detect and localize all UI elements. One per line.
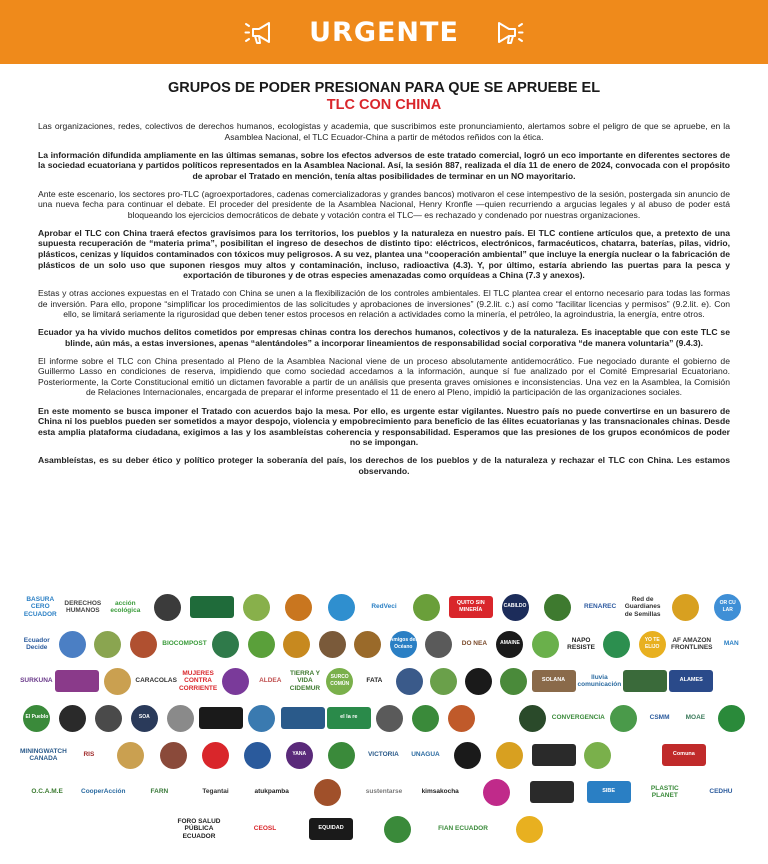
organization-logo: [219, 666, 252, 696]
logo-label: FATA: [366, 677, 383, 685]
organization-logo: [188, 777, 242, 807]
logo-mark: [248, 705, 275, 732]
organization-logo: [179, 666, 217, 696]
organization-logo: [707, 592, 748, 622]
organization-logo: [564, 629, 598, 659]
logo-row: [20, 738, 748, 772]
organization-logo: [413, 777, 467, 807]
organization-logo: [578, 740, 618, 770]
logo-mark: [59, 705, 86, 732]
organization-logo: [406, 592, 447, 622]
logo-mark: [160, 742, 187, 769]
statement-body: [38, 121, 730, 484]
organization-logo: [500, 814, 558, 844]
organization-logo: [662, 740, 706, 770]
organization-logo: [244, 629, 278, 659]
organization-logo: [607, 703, 641, 733]
organization-logo: [357, 777, 411, 807]
logo-label: atukpamba: [254, 788, 289, 796]
logo-label: DERECHOS HUMANOS: [64, 599, 102, 614]
logo-mark: [314, 779, 341, 806]
logo-label: QUITO SIN MINERÍA: [456, 599, 485, 613]
organization-logo: [76, 777, 130, 807]
organization-logo: [665, 592, 706, 622]
organization-logo: [635, 629, 669, 659]
organization-logo: [55, 666, 99, 696]
organization-logo: [373, 703, 407, 733]
logo-label: SOLANA: [541, 677, 566, 684]
statement-paragraph: Ecuador ya ha vivido muchos delitos cometidos por empresas chinas contra los derechos humanos, colectivos y de la naturaleza. Es inaceptable que con este TLC se blinde, aún más, a estas inversiones, apenas “alentándoles” a incorporar lineamientos de responsabilidad social corporativa “de manera voluntaria” (9.4.3).: [38, 327, 730, 348]
logo-label: sustentarse: [365, 788, 403, 796]
logo-label: SIBE: [602, 788, 616, 795]
logo-label: BIOCOMPOST: [162, 640, 207, 648]
organization-logo: [91, 629, 125, 659]
statement-paragraph: En este momento se busca imponer el Tratado con acuerdos bajo la mesa. Por ello, es urgente estar vigilantes. Nuestro país no puede convertirse en un basurero de China ni los pueblos pueden ser sometidos a mayor despojo, violencia y empobrecimiento para beneficio de las élites ecuatorianas y las transnacionales chinas. Desde esta amplia plataforma ciudadana, exigimos a las y los asambleístas coherencia y responsabilidad. Esperamos que las presiones de los grupos económicos de poder no se impongan.: [38, 405, 730, 448]
logo-mark: [587, 781, 631, 803]
logo-label: DO NEA: [461, 640, 488, 648]
logo-mark: [412, 705, 439, 732]
logo-label: FIAN ECUADOR: [438, 825, 488, 833]
logo-mark: [354, 631, 381, 658]
organization-logo: [289, 666, 322, 696]
logo-label: MUJERES CONTRA CORRIENTE: [178, 669, 218, 692]
logo-label: CONVERGENCIA: [551, 714, 605, 722]
organization-logo: [279, 592, 320, 622]
organization-logo: [532, 740, 576, 770]
logo-mark: [281, 707, 325, 729]
logo-label: SURKUNA: [20, 677, 53, 685]
organization-logo: [364, 592, 405, 622]
organization-logo: [163, 703, 197, 733]
organization-logo: [20, 740, 67, 770]
logo-mark: [603, 631, 630, 658]
logo-mark: [286, 742, 313, 769]
logo-mark: [516, 816, 543, 843]
logo-mark: [532, 744, 576, 766]
logo-label: Red de Guardianes de Semillas: [624, 595, 661, 618]
organization-logo: [170, 814, 228, 844]
organization-logo: [582, 777, 636, 807]
organization-logo: [623, 666, 667, 696]
logo-mark: [483, 779, 510, 806]
organization-logo: [669, 666, 713, 696]
organization-logo: [199, 703, 243, 733]
logo-label: CARACOLAS: [135, 677, 177, 685]
logo-label: Ecuador Decide: [23, 636, 50, 651]
logo-mark: [55, 670, 99, 692]
logo-mark: [243, 594, 270, 621]
organization-logo: [469, 777, 523, 807]
organization-logo: [495, 592, 536, 622]
logo-label: kimsakocha: [421, 788, 459, 796]
logo-label: FORO SALUD PÚBLICA ECUADOR: [177, 817, 221, 840]
logo-mark: [319, 631, 346, 658]
logo-mark: [425, 631, 452, 658]
organization-logo: [20, 703, 54, 733]
logo-label: MININGWATCH CANADA: [20, 747, 67, 762]
banner-title: URGENTE: [309, 16, 459, 48]
organization-logo: [323, 666, 356, 696]
logo-label: MOAE: [685, 714, 706, 722]
organization-logo: [245, 703, 279, 733]
logo-label: OR CU LAR: [719, 599, 736, 613]
logo-mark: [59, 631, 86, 658]
organization-logo: [422, 629, 456, 659]
organization-logo: [92, 703, 126, 733]
logo-label: YANA: [292, 751, 307, 758]
logo-mark: [285, 594, 312, 621]
logo-row: [20, 775, 748, 809]
logo-label: CSMM: [649, 714, 670, 722]
logo-label: SURCO COMÚN: [330, 673, 350, 687]
organization-logo: [153, 740, 193, 770]
organization-logo: [386, 629, 420, 659]
organization-logo: [162, 629, 206, 659]
organization-logo: [449, 592, 493, 622]
logo-label: CEOSL: [253, 825, 277, 833]
megaphone-icon: [245, 17, 279, 47]
logo-mark: [222, 668, 249, 695]
megaphone-icon: [489, 17, 523, 47]
logo-mark: [396, 668, 423, 695]
organization-logo: [358, 666, 391, 696]
logo-label: BASURA CERO ECUADOR: [23, 595, 57, 618]
logo-label: NAPO RESISTE: [567, 636, 595, 651]
organization-logo: [321, 592, 362, 622]
logo-mark: [327, 707, 371, 729]
organization-logo: [525, 777, 579, 807]
logo-label: Amigos del Océano: [389, 636, 417, 650]
logo-label: lluvia comunicación: [577, 673, 622, 688]
headline-line-2: TLC CON CHINA: [326, 97, 442, 113]
organization-logo: [480, 703, 514, 733]
organization-logo: [301, 777, 355, 807]
organization-logo: [281, 703, 325, 733]
organization-logo: [448, 740, 488, 770]
organization-logo: [444, 703, 478, 733]
organization-logo: [101, 666, 134, 696]
logo-label: RedVeci: [371, 603, 397, 611]
headline-line-1: GRUPOS DE PODER PRESIONAN PARA QUE SE APRUEBE EL: [167, 80, 601, 96]
organization-logo: [678, 703, 712, 733]
statement-paragraph: El informe sobre el TLC con China presentado al Pleno de la Asamblea Nacional viene de un proceso absolutamente antidemocrático. Fue negociado durante el gobierno de Guillermo Lasso en condiciones de reserva, impidiendo que como sociedad accedamos a la información, aunque sí fue analizado por el Comité Empresarial Ecuatoriano. Posteriormente, la Corte Constitucional emitió un dictamen favorable a partir de un análisis que presenta graves omisiones e inconsistencias. Una vez en la Asamblea, la Comisión de Relaciones Internacionales, encargada de preparar el informe presentado el 11 de enero al Pleno, impidió la participación de las organizaciones sociales.: [38, 355, 730, 398]
organization-logo: [529, 629, 563, 659]
organization-logo: [715, 666, 748, 696]
logo-row: [20, 590, 748, 624]
logo-mark: [130, 631, 157, 658]
logo-mark: [390, 631, 417, 658]
organization-logo: [600, 629, 634, 659]
organization-logo: [434, 814, 492, 844]
organization-logo: [236, 814, 294, 844]
logo-mark: [532, 670, 576, 692]
logo-mark: [23, 705, 50, 732]
logo-mark: [662, 744, 706, 766]
logo-label: Comuna: [672, 751, 695, 758]
organization-logo: [127, 703, 161, 733]
organization-logo: [20, 629, 54, 659]
logo-mark: [384, 816, 411, 843]
organization-logo: [280, 629, 314, 659]
logo-label: CABILDO: [503, 603, 527, 610]
statement-paragraph: Estas y otras acciones expuestas en el Tratado con China se unen a la flexibilización de los controles ambientales. El TLC plantea crear el entorno necesario para todas las formas de inversión. Para ello, propone “simplificar los procedimientos de las solicitudes y aprobaciones de inversiones” (9.2.lit. c.) así como “facilitar licencias y permisos” (9.2.lit. e). Con ello, se limitará seriamente la rigurosidad que deben tener estos procesos en relación a actividades como la minería, el petróleo, la agroindustria, la energía, entre otros.: [38, 288, 730, 320]
organization-logo: [458, 629, 492, 659]
logo-mark: [413, 594, 440, 621]
logo-mark: [714, 594, 741, 621]
organization-logo: [63, 592, 104, 622]
statement-paragraph: La información difundida ampliamente en las últimas semanas, sobre los efectos adversos de este tratado comercial, logró un eco importante en diferentes sectores de la sociedad ecuatoriana y partidos políticos representados en la Asamblea Nacional. Así, la sesión 887, realizada el día 11 de enero de 2024, convocada con el propósito de aprobar el Tratado en mención, tenía altas posibilidades de terminar en un NO mayoritario.: [38, 149, 730, 181]
logo-row: [20, 812, 748, 846]
urgent-banner: [0, 0, 768, 64]
statement-paragraph: Aprobar el TLC con China traerá efectos gravísimos para los territorios, los pueblos y la naturaleza en nuestro país. El TLC contiene artículos que, a pretexto de una supuesta recuperación de “materia prima”, posibilitan el ingreso de desechos de distinto tipo: eléctricos, electrónicos, farmacéuticos, chatarra, baterías, pilas, vidrio, plásticos, cenizas y líquidos contaminados con tóxicos muy peligrosos. A su vez, plantea una “cooperación ambiental” que incluye la energía nuclear o la fabricación de plásticos de un solo uso que suponen riesgos muy altos y contaminación, incluso, radioactiva (4.3). Y, por último, estaría abriendo las puertas para la pesca y exportación de tiburones y de otras especies amenazadas como orquídeas a China (7.3 y anexos).: [38, 227, 730, 281]
logo-mark: [212, 631, 239, 658]
organization-logo: [622, 592, 663, 622]
logo-label: RENAREC: [584, 603, 617, 611]
logo-mark: [326, 668, 353, 695]
organization-logo: [393, 666, 426, 696]
organization-logo: [715, 629, 749, 659]
organization-logo: [245, 777, 299, 807]
logo-mark: [718, 705, 745, 732]
logo-row: [20, 664, 748, 698]
logo-label: AF AMAZON FRONTLINES: [670, 636, 713, 651]
logo-mark: [244, 742, 271, 769]
logo-mark: [465, 668, 492, 695]
organization-logo: [493, 629, 527, 659]
logo-mark: [544, 594, 571, 621]
organization-logo: [351, 629, 385, 659]
organization-logo: [580, 592, 621, 622]
organization-logo: [490, 740, 530, 770]
logo-label: PLASTIC PLANET: [650, 784, 679, 799]
organization-logo: [516, 703, 550, 733]
logo-label: CEDHU: [709, 788, 733, 796]
logo-label: El Pueblo: [25, 714, 49, 721]
organization-logo: [254, 666, 287, 696]
organization-logo: [148, 592, 189, 622]
logo-label: TIERRA Y VIDA CIDEMUR: [289, 669, 321, 692]
logo-mark: [167, 705, 194, 732]
organization-logo: [497, 666, 530, 696]
organization-logo: [552, 703, 605, 733]
organization-logo: [127, 629, 161, 659]
organization-logo: [132, 777, 186, 807]
organization-logo: [190, 592, 234, 622]
organization-logo: [643, 703, 677, 733]
organization-logo: [69, 740, 109, 770]
organization-logo: [105, 592, 146, 622]
organization-logo: [620, 740, 660, 770]
logo-label: ALAMES: [679, 677, 703, 684]
organization-logo: [56, 703, 90, 733]
logo-mark: [584, 742, 611, 769]
logo-mark: [202, 742, 229, 769]
logo-row: [20, 627, 748, 661]
organization-logo: [714, 703, 748, 733]
logo-label: SOA: [138, 714, 150, 721]
logo-mark: [328, 742, 355, 769]
logo-label: UNAGUA: [411, 751, 440, 759]
statement-paragraph: Las organizaciones, redes, colectivos de derechos humanos, ecologistas y academia, que suscribimos este pronunciamiento, alertamos sobre el peligro de que se apruebe, en la Asamblea Nacional, el TLC Ecuador-China a partir de métodos reñidos con la ética.: [38, 121, 730, 142]
organization-logo: [409, 703, 443, 733]
logo-mark: [496, 742, 523, 769]
organization-logo: [135, 666, 177, 696]
logo-mark: [519, 705, 546, 732]
logo-label: acción ecológica: [110, 599, 141, 614]
organization-logo: [315, 629, 349, 659]
organization-logo: [578, 666, 622, 696]
logo-mark: [94, 631, 121, 658]
logo-label: EQUIDAD: [318, 825, 344, 832]
logo-mark: [669, 670, 713, 692]
statement-paragraph: Asambleístas, es su deber ético y político proteger la soberanía del país, los derechos de los pueblos y de la naturaleza y rechazar el TLC con China. Les estamos observando.: [38, 455, 730, 476]
logo-mark: [448, 705, 475, 732]
logo-mark: [95, 705, 122, 732]
logo-mark: [199, 707, 243, 729]
logo-mark: [500, 668, 527, 695]
organization-logo: [321, 740, 361, 770]
logo-mark: [449, 596, 493, 618]
organization-logo: [302, 814, 360, 844]
organization-logo: [20, 666, 53, 696]
logo-mark: [190, 596, 234, 618]
logo-label: AMAINE: [500, 640, 520, 647]
organization-logo: [327, 703, 371, 733]
organization-logo: [708, 740, 748, 770]
logo-mark: [430, 668, 457, 695]
logo-mark: [248, 631, 275, 658]
logo-label: RIS: [83, 751, 95, 759]
logo-label: el la re: [340, 714, 358, 721]
statement-paragraph: Ante este escenario, los sectores pro-TLC (agroexportadores, cadenas comercializadoras y grandes bancos) motivaron el cese intempestivo de la sesión, postergada sin anuncio de una nueva fecha para continuar el debate. El proceder del presidente de la Asamblea Nacional, Henry Kronfle —quien recurriendo a argucias legales y al abuso de poder está bloqueando los ejercicios democráticos de debate y votación contra el TLC— es rechazado y condenado por nuestras organizaciones.: [38, 188, 730, 220]
logo-mark: [454, 742, 481, 769]
organization-logo: [279, 740, 319, 770]
logo-label: O.C.A.M.E: [31, 788, 63, 796]
organization-logo: [405, 740, 445, 770]
logo-mark: [530, 781, 574, 803]
organization-logo: [20, 777, 74, 807]
logo-mark: [104, 668, 131, 695]
organization-logo: [236, 592, 277, 622]
logo-label: Tegantai: [202, 788, 229, 796]
organization-logo: [368, 814, 426, 844]
organization-logo: [111, 740, 151, 770]
logo-mark: [639, 631, 666, 658]
organization-logo: [56, 629, 90, 659]
logo-label: VICTORIA: [367, 751, 399, 759]
organization-logo: [363, 740, 403, 770]
logo-mark: [283, 631, 310, 658]
organization-logo: [209, 629, 243, 659]
logo-mark: [502, 594, 529, 621]
organization-logo: [532, 666, 576, 696]
organization-logo: [694, 777, 748, 807]
logo-label: YO TE ELIJO: [644, 636, 660, 650]
logo-mark: [672, 594, 699, 621]
organization-logo: [195, 740, 235, 770]
organization-logo: [638, 777, 692, 807]
organization-logo: [462, 666, 495, 696]
logo-label: MAN: [723, 640, 739, 648]
logo-mark: [532, 631, 559, 658]
logo-mark: [610, 705, 637, 732]
logo-mark: [496, 631, 523, 658]
logo-mark: [623, 670, 667, 692]
organization-logo: [671, 629, 713, 659]
logo-mark: [309, 818, 353, 840]
logo-mark: [117, 742, 144, 769]
logo-mark: [328, 594, 355, 621]
logo-row: [20, 701, 748, 735]
logo-label: ALDEA: [259, 677, 282, 685]
organization-logo: [20, 592, 61, 622]
logo-mark: [154, 594, 181, 621]
signatory-logos: [20, 590, 748, 860]
logo-mark: [376, 705, 403, 732]
organization-logo: [237, 740, 277, 770]
logo-label: FARN: [150, 788, 169, 796]
logo-label: CooperAcción: [81, 788, 126, 796]
organization-logo: [427, 666, 460, 696]
logo-mark: [131, 705, 158, 732]
organization-logo: [537, 592, 578, 622]
